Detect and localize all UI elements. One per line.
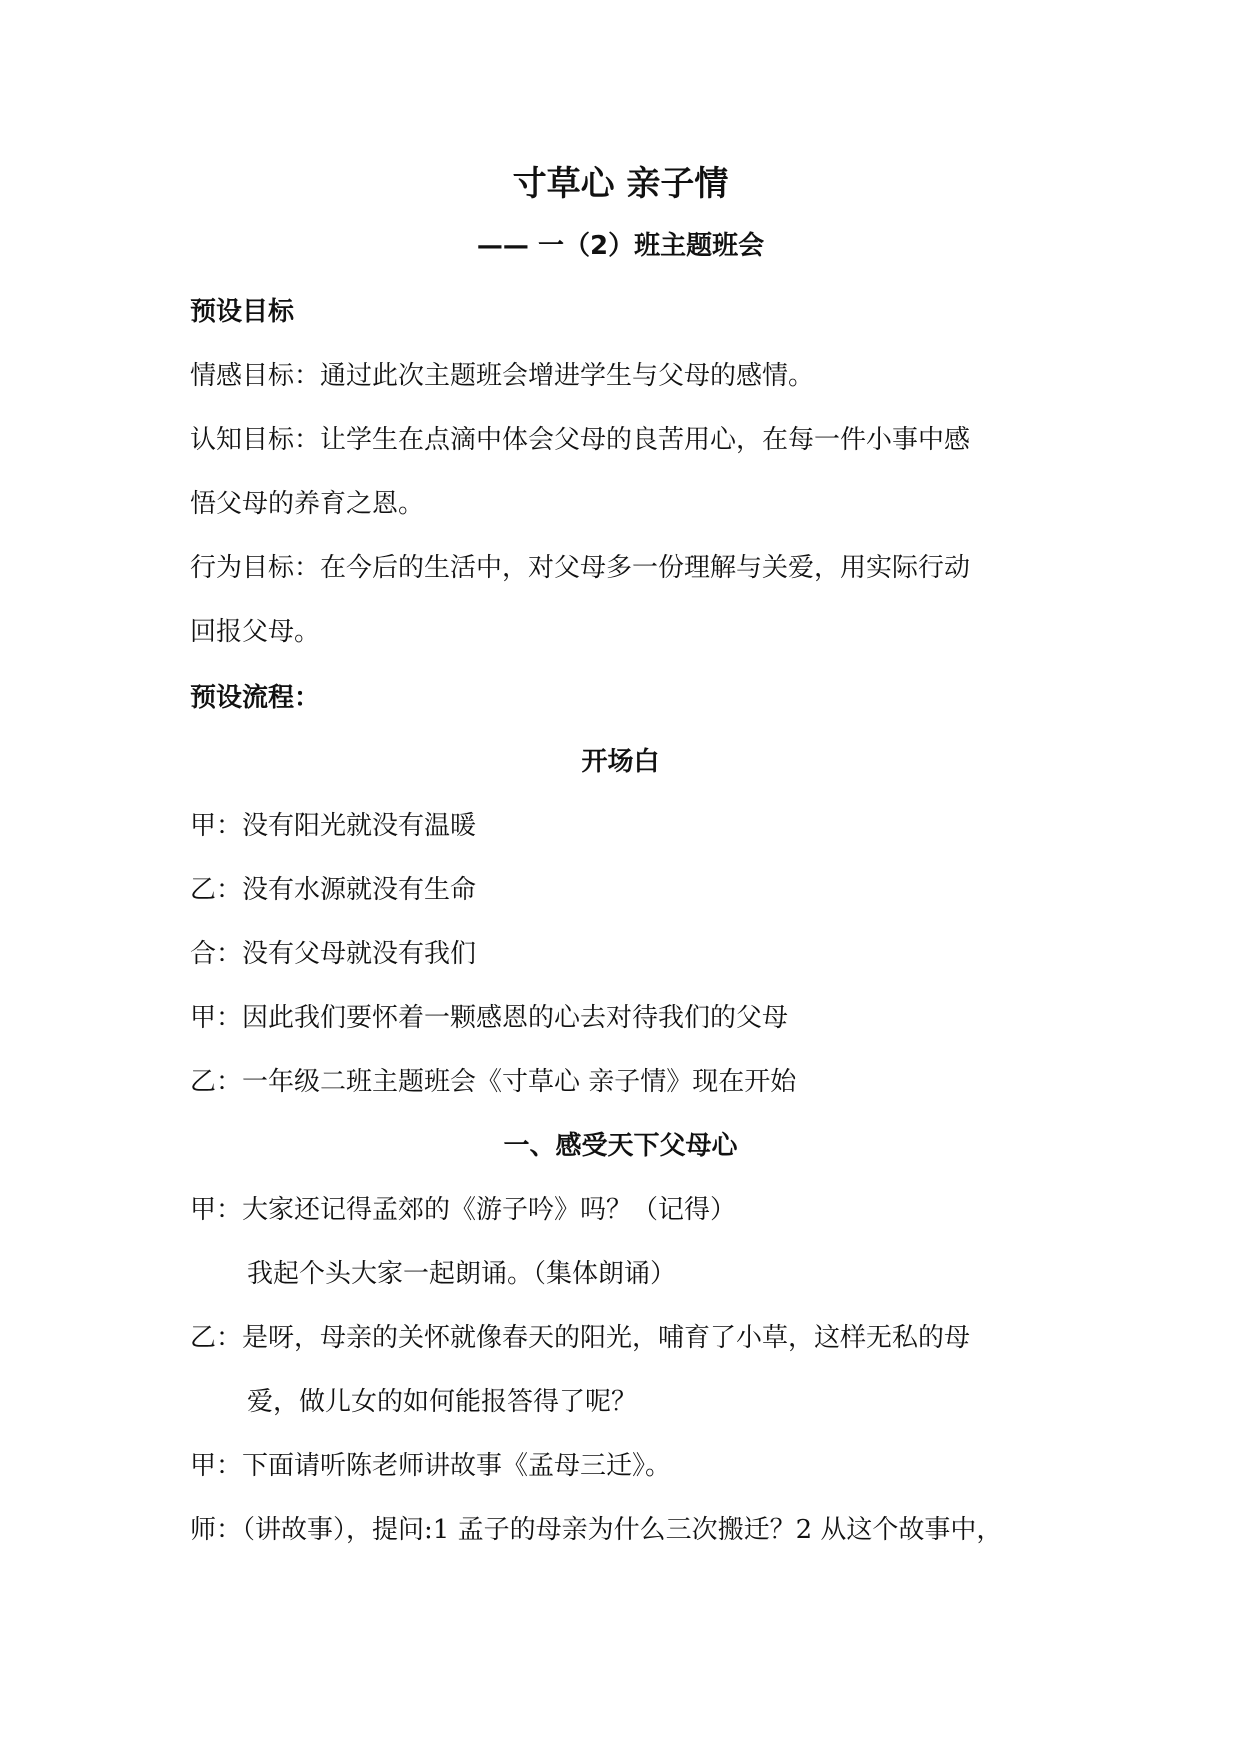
section-1-line: 师：（讲故事），提问:1 孟子的母亲为什么三次搬迁？2 从这个故事中，	[190, 1515, 1003, 1545]
process-heading: 预设流程：	[190, 683, 321, 713]
section-1-line: 爱，做儿女的如何能报答得了呢？	[247, 1387, 638, 1417]
goal-emotion: 情感目标：通过此次主题班会增进学生与父母的感情。	[190, 361, 815, 391]
section-1-heading: 一、感受天下父母心	[503, 1131, 738, 1161]
section-1-line: 乙：是呀，母亲的关怀就像春天的阳光，哺育了小草，这样无私的母	[190, 1323, 971, 1353]
section-1-line: 甲：下面请听陈老师讲故事《孟母三迁》。	[190, 1451, 672, 1481]
opening-heading: 开场白	[581, 747, 660, 777]
opening-line: 合：没有父母就没有我们	[190, 939, 477, 969]
goal-behavior-line-1: 行为目标：在今后的生活中，对父母多一份理解与关爱，用实际行动	[190, 553, 971, 583]
section-1-line: 甲：大家还记得孟郊的《游子吟》吗？（记得）	[190, 1195, 737, 1225]
opening-line: 甲：因此我们要怀着一颗感恩的心去对待我们的父母	[190, 1003, 789, 1033]
document-title: 寸草心 亲子情	[512, 164, 729, 204]
goal-behavior-line-2: 回报父母。	[190, 617, 321, 647]
goals-heading: 预设目标	[190, 297, 295, 327]
opening-line: 乙：没有水源就没有生命	[190, 875, 477, 905]
opening-line: 甲：没有阳光就没有温暖	[190, 811, 477, 841]
goal-cognition-line-2: 悟父母的养育之恩。	[190, 489, 425, 519]
goal-cognition-line-1: 认知目标：让学生在点滴中体会父母的良苦用心，在每一件小事中感	[190, 425, 971, 455]
document-subtitle: —— 一（2）班主题班会	[476, 231, 765, 261]
section-1-line: 我起个头大家一起朗诵。（集体朗诵）	[247, 1259, 677, 1289]
opening-line: 乙：一年级二班主题班会《寸草心 亲子情》现在开始	[190, 1067, 797, 1097]
